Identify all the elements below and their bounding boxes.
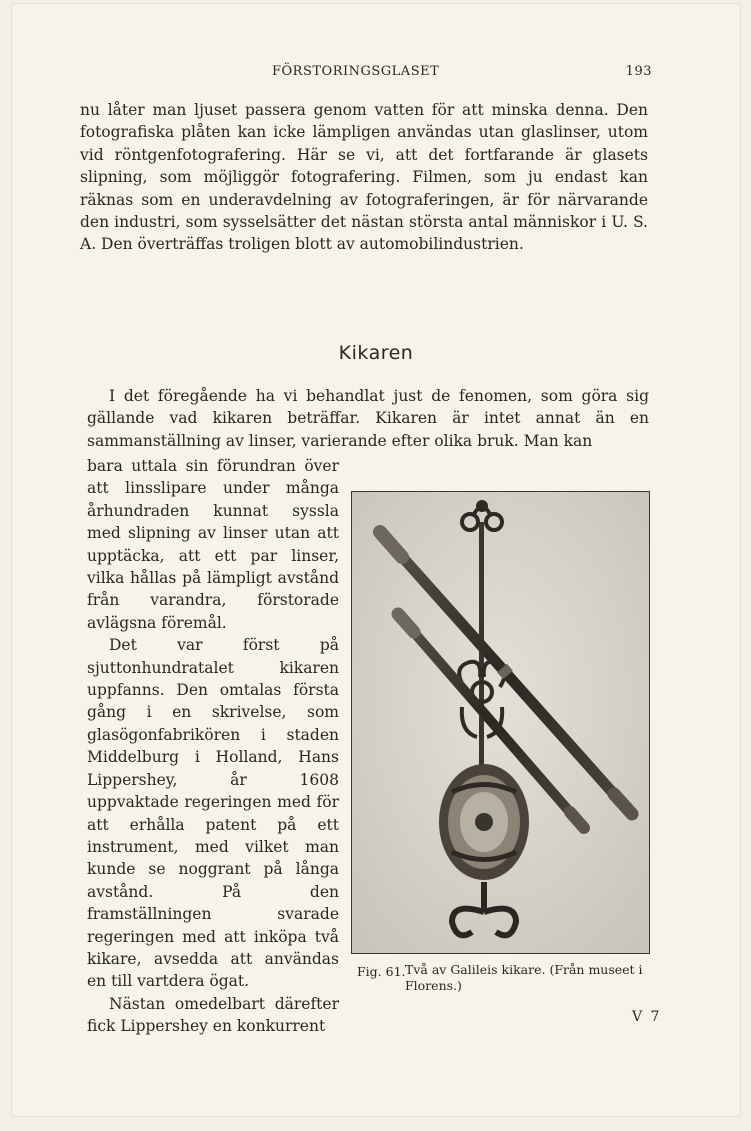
figure-photo-frame [351, 491, 650, 954]
paragraph-invention-history [87, 634, 339, 993]
paragraph-telescope-intro [87, 385, 649, 452]
narrow-column [87, 455, 339, 1038]
paragraph-telescope-intro-text: I det föregående ha vi behandlat just de fenomen, som göra sig gällande vad kikaren beträffar. Kikaren är intet annat än en sammanställning av linser, varierande efter olika bruk. Man kan [87, 387, 649, 450]
paragraph-telescope-intro-continued: bara uttala sin förundran över att linsslipare under många århundraden kunnat syssla med slipning av linser utan att upptäcka, att ett par linser, vilka hållas på lämpligt avstånd från varandra, förstorade avlägsna föremål. [87, 457, 339, 632]
running-title: FÖRSTORINGSGLASET [272, 64, 440, 79]
figure-caption [357, 962, 657, 994]
section-heading: Kikaren [338, 342, 414, 364]
figure-label: Fig. 61. [357, 964, 406, 979]
paragraph-invention-history-text: Det var först på sjuttonhundratalet kikaren uppfanns. Den omtalas första gång i en skrivelse, som glasögonfabrikören i staden Middelburg i Holland, Hans Lippershey, år 1608 uppvaktade regeringen med för att erhålla patent på ett instrument, med vilket man kunde se noggrant på långa avstånd. På den framställningen svarade regeringen med att inköpa två kikare, avsedda att användas en till vartdera ögat. [87, 636, 339, 991]
paragraph-photography: nu låter man ljuset passera genom vatten för att minska denna. Den fotografiska plåten kan icke lämpligen användas utan glaslinser, utom vid röntgenfotografering. Här se vi, att det fortfarande är glasets slipning, som möjliggör fotografering. Filmen, som ju endast kan räknas som en underavdelning av fotograferingen, är för närvarande den industri, som sysselsätter det nästan största antal människor i U. S. A. Den överträffas troligen blott av automobilindustrien. [80, 101, 648, 254]
paragraph-competitor-text: Nästan omedelbart därefter fick Lippershey en konkurrent [87, 994, 339, 1036]
paragraph-competitor [87, 993, 339, 1038]
book-page [12, 4, 740, 1116]
signature-mark: V 7 [632, 1009, 662, 1025]
figure-caption-text: Två av Galileis kikare. (Från museet i Florens.) [405, 962, 643, 993]
stand-medallion [439, 764, 529, 880]
page-number: 193 [625, 64, 652, 79]
galileo-telescopes-illustration [352, 492, 649, 953]
